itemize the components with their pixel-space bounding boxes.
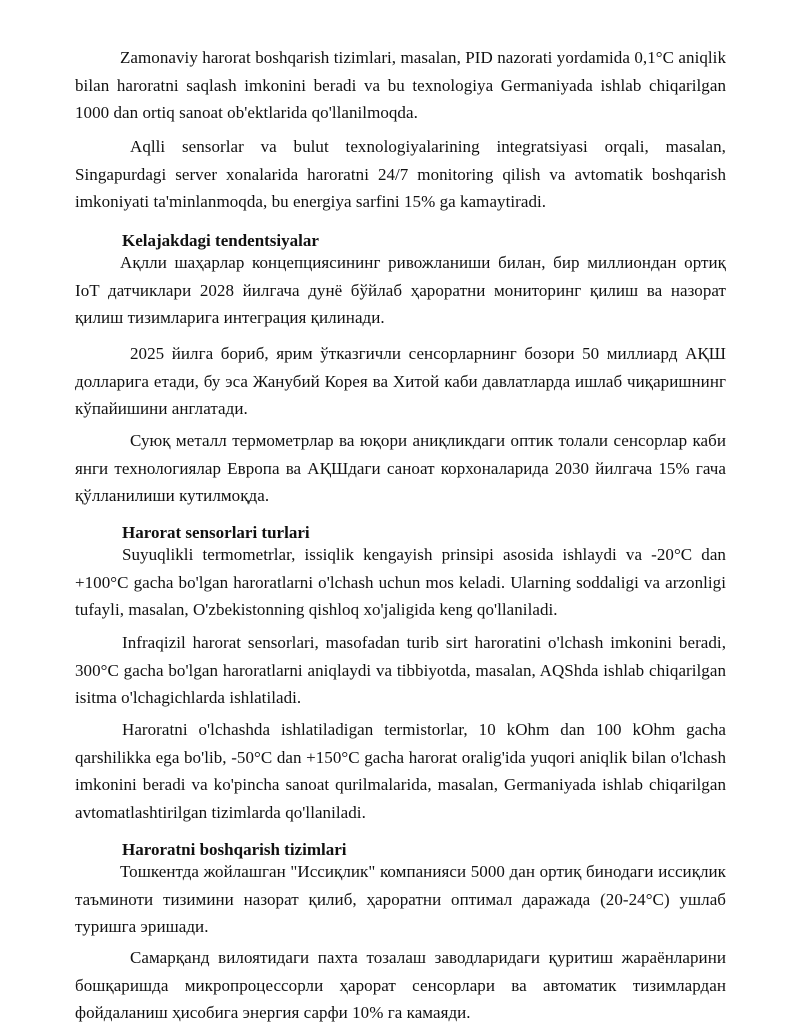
paragraph-pid-control: Zamonaviy harorat boshqarish tizimlari, masalan, PID nazorati yordamida 0,1°C aniqlik bilan haroratni saqlash imkonini beradi va bu texnologiya Germaniyada ishlab chiqarilgan 1000 dan ortiq sanoat ob'ektlarida qo'llanilmoqda. xyxy=(75,48,726,122)
heading-control-systems: Haroratni boshqarish tizimlari xyxy=(122,840,347,859)
paragraph-smart-sensors: Aqlli sensorlar va bulut texnologiyalarining integratsiyasi orqali, masalan, Singapurdagi server xonalarida haroratni 24/7 monitoring qilish va avtomatik boshqarish imkoniyati ta'minlanmoqda, bu energiya sarfini 15% ga kamaytiradi. xyxy=(75,137,726,211)
paragraph-samarkand-factories: Самарқанд вилоятидаги пахта тозалаш заводларидаги қуритиш жараёнларини бошқаришда микропроцессорли ҳарорат сенсорлари ва автоматик тизимлардан фойдаланиш ҳисобига энергия сарфи 10% га камаяди. xyxy=(75,948,726,1022)
heading-sensor-types: Harorat sensorlari turlari xyxy=(122,523,310,542)
paragraph-infrared-sensors: Infraqizil harorat sensorlari, masofadan turib sirt haroratini o'lchash imkonini beradi, 300°C gacha bo'lgan haroratlarni aniqlaydi va tibbiyotda, masalan, AQShda ishlab chiqarilgan isitma o'lchagichlarda ishlatiladi. xyxy=(75,633,726,707)
heading-future-trends: Kelajakdagi tendentsiyalar xyxy=(122,231,319,250)
paragraph-iot-sensors: Ақлли шаҳарлар концепциясининг ривожланиши билан, бир миллиондан ортиқ IoT датчиклари 2028 йилгача дунё бўйлаб ҳароратни мониторинг қилиш ва назорат қилиш тизимларига интеграция қилинади. xyxy=(75,253,726,327)
paragraph-tashkent-company: Тошкентда жойлашган "Иссиқлик" компанияси 5000 дан ортиқ бинодаги иссиқлик таъминоти тизимини назорат қилиб, ҳароратни оптимал даражада (20-24°С) ушлаб туришга эришади. xyxy=(75,862,726,936)
paragraph-semiconductor-market: 2025 йилга бориб, ярим ўтказгичли сенсорларнинг бозори 50 миллиард АҚШ долларига етади, бу эса Жанубий Корея ва Хитой каби давлатларда ишлаб чиқаришнинг кўпайишини англатади. xyxy=(75,344,726,418)
paragraph-liquid-thermometers: Suyuqlikli termometrlar, issiqlik kengayish prinsipi asosida ishlaydi va -20°C dan +100°C gacha bo'lgan haroratlarni o'lchash uchun mos keladi. Ularning soddaligi va arzonligi tufayli, masalan, O'zbekistonning qishloq xo'jaligida keng qo'llaniladi. xyxy=(75,545,726,619)
paragraph-new-technologies: Суюқ металл термометрлар ва юқори аниқликдаги оптик толали сенсорлар каби янги технологиялар Европа ва АҚШдаги саноат корхоналарида 2030 йилгача 15% гача қўлланилиши кутилмоқда. xyxy=(75,431,726,505)
paragraph-thermistors: Haroratni o'lchashda ishlatiladigan termistorlar, 10 kOhm dan 100 kOhm gacha qarshilikka ega bo'lib, -50°C dan +150°C gacha harorat oralig'ida yuqori aniqlik bilan o'lchash imkonini beradi va ko'pincha sanoat qurilmalarida, masalan, Germaniyada ishlab chiqarilgan avtomatlashtirilgan tizimlarda qo'llaniladi. xyxy=(75,720,726,822)
